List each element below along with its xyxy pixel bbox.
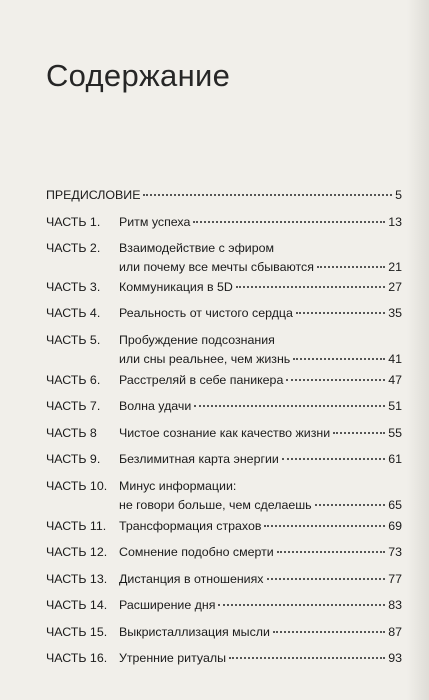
chapter-title-line2: или почему все мечты сбываются xyxy=(119,260,314,274)
part-label: ЧАСТЬ 4. xyxy=(46,306,101,320)
toc-entry xyxy=(46,649,402,668)
toc-preface xyxy=(46,186,402,205)
part-label: ЧАСТЬ 8 xyxy=(46,426,97,440)
page-number: 41 xyxy=(388,352,402,366)
toc-entry xyxy=(46,596,402,615)
toc-entry xyxy=(46,304,402,323)
toc-entry xyxy=(46,570,402,589)
chapter-title: Безлимитная карта энергии xyxy=(119,452,279,466)
chapter-title: Дистанция в отношениях xyxy=(119,572,264,586)
part-label: ЧАСТЬ 15. xyxy=(46,625,108,639)
page-number: 69 xyxy=(388,519,402,533)
preface-title: ПРЕДИСЛОВИЕ xyxy=(46,188,141,202)
dot-leader xyxy=(218,603,385,606)
part-label: ЧАСТЬ 13. xyxy=(46,572,108,586)
page-number: 73 xyxy=(388,545,402,559)
chapter-title: Ритм успеха xyxy=(119,215,191,229)
dot-leader xyxy=(296,311,385,314)
dot-leader xyxy=(286,378,385,381)
dot-leader xyxy=(282,457,385,460)
part-label: ЧАСТЬ 12. xyxy=(46,545,108,559)
chapter-title-line2: не говори больше, чем сделаешь xyxy=(119,498,312,512)
dot-leader xyxy=(229,656,385,659)
dot-leader xyxy=(317,265,385,268)
dot-leader xyxy=(293,357,385,360)
page-number: 93 xyxy=(388,651,402,665)
part-label: ЧАСТЬ 3. xyxy=(46,280,101,294)
dot-leader xyxy=(273,630,385,633)
chapter-title: Чистое сознание как качество жизни xyxy=(119,426,331,440)
part-label: ЧАСТЬ 9. xyxy=(46,452,101,466)
toc-entry xyxy=(46,424,402,443)
chapter-title: Коммуникация в 5D xyxy=(119,280,233,294)
page-number: 21 xyxy=(388,260,402,274)
dot-leader xyxy=(264,524,385,527)
page-number: 65 xyxy=(388,498,402,512)
chapter-title-line1: Взаимодействие с эфиром xyxy=(119,241,275,255)
chapter-title-line1: Пробуждение подсознания xyxy=(119,333,275,347)
chapter-title: Расширение дня xyxy=(119,598,216,612)
dot-leader xyxy=(194,404,385,407)
page-number: 35 xyxy=(388,306,402,320)
page-number: 51 xyxy=(388,399,402,413)
chapter-title: Трансформация страхов xyxy=(119,519,262,533)
preface-page-number: 5 xyxy=(395,188,402,202)
toc-entry xyxy=(46,450,402,469)
dot-leader xyxy=(277,550,385,553)
chapter-title-line1: Минус информации: xyxy=(119,479,237,493)
part-label: ЧАСТЬ 11. xyxy=(46,519,107,533)
chapter-title: Расстреляй в себе паникера xyxy=(119,373,284,387)
chapter-title: Выкристаллизация мысли xyxy=(119,625,270,639)
toc-entry xyxy=(46,477,402,515)
chapter-title: Волна удачи xyxy=(119,399,192,413)
chapter-title: Утренние ритуалы xyxy=(119,651,226,665)
toc-entry xyxy=(46,278,402,297)
dot-leader xyxy=(143,193,392,196)
page-number: 87 xyxy=(388,625,402,639)
page-number: 83 xyxy=(388,598,402,612)
page-number: 77 xyxy=(388,572,402,586)
page-number: 27 xyxy=(388,280,402,294)
chapter-title-line2: или сны реальнее, чем жизнь xyxy=(119,352,291,366)
page-edge-shadow xyxy=(407,0,429,700)
part-label: ЧАСТЬ 16. xyxy=(46,651,108,665)
part-label: ЧАСТЬ 10. xyxy=(46,479,108,493)
toc-entry xyxy=(46,517,402,536)
toc-entry xyxy=(46,623,402,642)
page-number: 61 xyxy=(388,452,402,466)
dot-leader xyxy=(333,431,385,434)
dot-leader xyxy=(315,503,386,506)
toc-entry xyxy=(46,213,402,232)
dot-leader xyxy=(267,577,386,580)
page-number: 47 xyxy=(388,373,402,387)
contents-heading: Содержание xyxy=(46,58,231,93)
chapter-title: Реальность от чистого сердца xyxy=(119,306,293,320)
toc-entry xyxy=(46,397,402,416)
toc-entry xyxy=(46,239,402,277)
toc-entry xyxy=(46,543,402,562)
dot-leader xyxy=(236,285,385,288)
toc-entry xyxy=(46,331,402,369)
part-label: ЧАСТЬ 5. xyxy=(46,333,101,347)
part-label: ЧАСТЬ 1. xyxy=(46,215,101,229)
page-number: 55 xyxy=(388,426,402,440)
part-label: ЧАСТЬ 14. xyxy=(46,598,108,612)
part-label: ЧАСТЬ 7. xyxy=(46,399,101,413)
toc-entry xyxy=(46,371,402,390)
part-label: ЧАСТЬ 6. xyxy=(46,373,101,387)
dot-leader xyxy=(193,220,385,223)
page-number: 13 xyxy=(388,215,402,229)
part-label: ЧАСТЬ 2. xyxy=(46,241,101,255)
chapter-title: Сомнение подобно смерти xyxy=(119,545,274,559)
